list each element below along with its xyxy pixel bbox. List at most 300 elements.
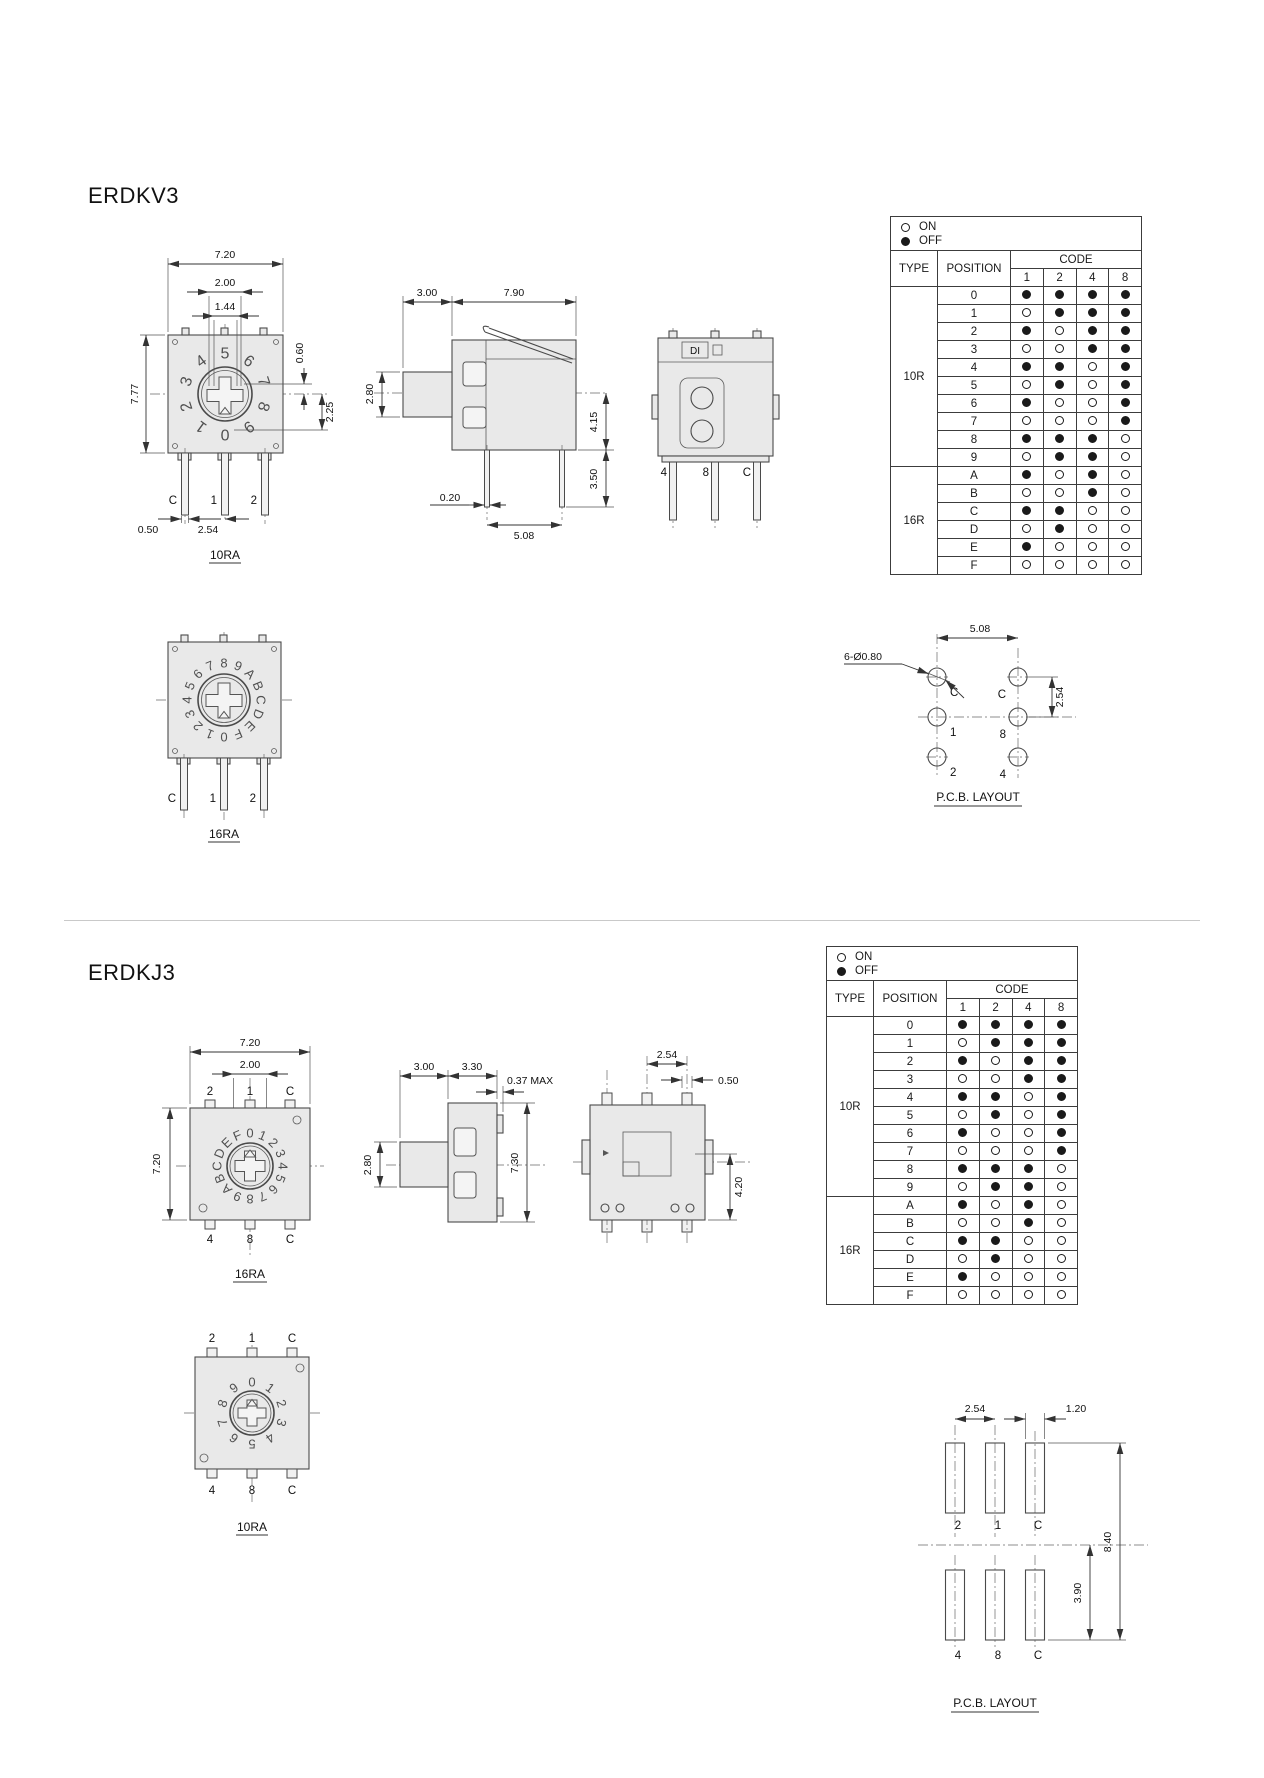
code-dot-off (1024, 1164, 1033, 1173)
dial-char: 1 (192, 416, 211, 436)
code-cell (1076, 539, 1109, 557)
pin-label: C (285, 1086, 295, 1098)
dial-char: C (253, 695, 269, 705)
hole-label: 1 (950, 727, 957, 739)
dial-char: 3 (177, 374, 197, 389)
code-table-erdkv3 (890, 216, 1142, 575)
code-cell (979, 1107, 1012, 1125)
dim-pad-pitch (955, 1403, 995, 1419)
code-dot-off (958, 1236, 967, 1245)
code-dot-on (1088, 560, 1097, 569)
code-cell (1109, 323, 1142, 341)
switch-body (403, 326, 576, 450)
on-symbol (837, 953, 846, 962)
code-cell (947, 1125, 980, 1143)
code-cell (1012, 1143, 1045, 1161)
code-cell (1045, 1035, 1078, 1053)
code-dot-on (1057, 1200, 1066, 1209)
position-cell: B (874, 1215, 947, 1233)
dial-char: 5 (272, 1172, 289, 1185)
position-cell: 2 (874, 1053, 947, 1071)
position-cell: 4 (874, 1089, 947, 1107)
code-dot-off (991, 1020, 1000, 1029)
position-cell: A (874, 1197, 947, 1215)
code-cell (947, 1269, 980, 1287)
code-dot-on (1055, 326, 1064, 335)
dim-label: 2.54 (656, 1049, 678, 1061)
code-cell (1045, 1251, 1078, 1269)
pin-label: 4 (660, 467, 667, 479)
dial-char: D (249, 706, 267, 722)
pin-label: C (285, 1234, 295, 1246)
code-dot-off (1024, 1182, 1033, 1191)
code-cell (1012, 1125, 1045, 1143)
dim-hole-pitch-y (1029, 677, 1066, 717)
code-cell (1109, 521, 1142, 539)
code-dot-on (1055, 398, 1064, 407)
pad-label: C (1033, 1520, 1043, 1532)
code-dot-off (958, 1200, 967, 1209)
code-dot-off (1057, 1146, 1066, 1155)
code-dot-on (1057, 1254, 1066, 1263)
code-dot-off (1055, 434, 1064, 443)
code-dot-on (1055, 344, 1064, 353)
marking-text: DI (690, 346, 700, 357)
dim-pad-pitch (647, 1049, 687, 1064)
code-cell (1109, 305, 1142, 323)
code-legend (890, 216, 1142, 250)
code-cell (947, 1107, 980, 1125)
code-cell (1012, 1233, 1045, 1251)
pin-label: C (287, 1333, 297, 1345)
code-dot-off (1055, 452, 1064, 461)
code-cell (1109, 413, 1142, 431)
dim-label: 2.54 (1054, 686, 1066, 708)
code-cell (1109, 287, 1142, 305)
code-cell (947, 1017, 980, 1035)
code-dot-off (1055, 290, 1064, 299)
code-dot-off (1088, 470, 1097, 479)
code-dot-on (1057, 1272, 1066, 1281)
dial-char: 9 (239, 416, 258, 436)
code-dot-off (1088, 308, 1097, 317)
pin-label: 2 (250, 495, 257, 507)
code-dot-on (1024, 1110, 1033, 1119)
dim-label: 2.00 (214, 277, 236, 289)
position-cell: 7 (938, 413, 1011, 431)
code-cell (1045, 1071, 1078, 1089)
code-dot-on (1022, 308, 1031, 317)
code-cell (1076, 413, 1109, 431)
code-cell (979, 1035, 1012, 1053)
dim-label: 7.20 (151, 1153, 163, 1175)
code-dot-on (1121, 524, 1130, 533)
code-table (826, 980, 1078, 1305)
code-dot-on (991, 1200, 1000, 1209)
position-cell: D (874, 1251, 947, 1269)
code-cell (1045, 1215, 1078, 1233)
code-cell (1012, 1035, 1045, 1053)
code-cell (1043, 413, 1076, 431)
code-dot-off (1057, 1056, 1066, 1065)
pin-label: C (287, 1485, 297, 1497)
code-dot-on (1057, 1236, 1066, 1245)
code-dot-off (1022, 542, 1031, 551)
code-dot-on (991, 1218, 1000, 1227)
dim-row-offset (1048, 1545, 1096, 1640)
v3-front-view-10ra (82, 222, 362, 574)
code-dot-on (1024, 1290, 1033, 1299)
pin-label: 8 (702, 467, 709, 479)
code-dot-on (1121, 560, 1130, 569)
code-cell (979, 1089, 1012, 1107)
dial-char: B (210, 1171, 229, 1186)
dial-char: F (230, 1127, 244, 1144)
dim-label: 0.60 (294, 342, 306, 364)
position-cell: C (874, 1233, 947, 1251)
code-cell (1043, 323, 1076, 341)
code-dot-off (1088, 434, 1097, 443)
code-dot-off (1121, 380, 1130, 389)
code-cell (1043, 287, 1076, 305)
code-cell (1011, 449, 1044, 467)
code-cell (1076, 305, 1109, 323)
on-symbol (901, 223, 910, 232)
j3-pcb-layout (880, 1385, 1180, 1730)
code-dot-on (1088, 380, 1097, 389)
legend-on (901, 221, 1131, 233)
code-cell (979, 1269, 1012, 1287)
code-cell (1011, 557, 1044, 575)
code-dot-on (1022, 380, 1031, 389)
dim-pin-thickness (430, 492, 506, 505)
code-cell (1109, 341, 1142, 359)
position-cell: E (938, 539, 1011, 557)
code-dot-off (1055, 362, 1064, 371)
dim-label: 0.50 (718, 1075, 739, 1087)
dial-char: 6 (265, 1181, 282, 1198)
code-dot-on (1121, 434, 1130, 443)
code-cell (947, 1035, 980, 1053)
top-pads (205, 1086, 295, 1109)
dial-char: E (218, 1134, 236, 1152)
code-dot-off (1024, 1020, 1033, 1029)
position-cell: 1 (938, 305, 1011, 323)
type-cell: 10R (891, 287, 938, 467)
header-code-col: 4 (1012, 999, 1045, 1017)
dial-char: 6 (239, 352, 258, 372)
code-cell (1012, 1197, 1045, 1215)
code-cell (1045, 1053, 1078, 1071)
code-dot-on (958, 1110, 967, 1119)
legend-off (837, 965, 1067, 977)
switch-body (652, 331, 779, 462)
leader-label: 6-Ø0.80 (844, 651, 882, 663)
legend-on (837, 951, 1067, 963)
code-dot-on (958, 1290, 967, 1299)
section-divider (64, 920, 1200, 921)
code-cell (1045, 1161, 1078, 1179)
code-cell (1012, 1179, 1045, 1197)
dial-char: 1 (203, 725, 217, 743)
header-code-col: 2 (1043, 269, 1076, 287)
pin-label: 2 (208, 1333, 216, 1345)
dial-char: 7 (253, 374, 273, 389)
code-cell (1011, 503, 1044, 521)
dial-char: A (241, 665, 259, 683)
type-cell: 10R (827, 1017, 874, 1197)
pad-label: 2 (954, 1520, 962, 1532)
pins (485, 445, 565, 520)
dim-pad-width (1004, 1403, 1086, 1439)
code-dot-off (958, 1020, 967, 1029)
dial-char: 2 (189, 718, 206, 735)
code-dot-off (1121, 326, 1130, 335)
code-dot-off (958, 1272, 967, 1281)
code-dot-off (1088, 452, 1097, 461)
code-cell (1011, 359, 1044, 377)
code-cell (1043, 305, 1076, 323)
dim-label: 2.54 (197, 524, 219, 536)
code-cell (947, 1215, 980, 1233)
position-cell: 4 (938, 359, 1011, 377)
code-cell (1076, 341, 1109, 359)
dial-char: D (210, 1146, 229, 1161)
code-cell (1045, 1269, 1078, 1287)
code-dot-off (1057, 1038, 1066, 1047)
code-cell (1043, 449, 1076, 467)
code-dot-on (1088, 362, 1097, 371)
pcb-title (951, 1696, 1039, 1712)
dim-label: 5.08 (513, 530, 535, 542)
code-cell (1043, 341, 1076, 359)
code-dot-on (1024, 1254, 1033, 1263)
dim-body-depth (452, 287, 576, 302)
position-cell: 5 (938, 377, 1011, 395)
code-dot-on (1022, 452, 1031, 461)
dial-char: E (241, 717, 259, 735)
code-dot-off (1121, 308, 1130, 317)
code-cell (1043, 359, 1076, 377)
code-cell (1076, 485, 1109, 503)
dim-pin-length (566, 450, 614, 507)
code-cell (1109, 503, 1142, 521)
code-cell (1043, 503, 1076, 521)
code-cell (979, 1215, 1012, 1233)
dim-label: 1.20 (1065, 1403, 1087, 1415)
dial-char: 0 (246, 1125, 254, 1141)
code-dot-on (1024, 1272, 1033, 1281)
header-code-col: 1 (947, 999, 980, 1017)
code-cell (1011, 431, 1044, 449)
code-cell (979, 1287, 1012, 1305)
code-cell (1076, 287, 1109, 305)
code-dot-off (958, 1128, 967, 1137)
dial-char: 4 (275, 1162, 291, 1170)
code-dot-on (1088, 524, 1097, 533)
code-dot-on (991, 1290, 1000, 1299)
code-dot-off (991, 1236, 1000, 1245)
code-dot-on (1121, 470, 1130, 479)
position-cell: 5 (874, 1107, 947, 1125)
dial-char: 7 (256, 1188, 269, 1205)
code-cell (947, 1179, 980, 1197)
code-dot-on (1022, 344, 1031, 353)
switch-body (582, 1105, 713, 1220)
code-cell (1012, 1269, 1045, 1287)
code-dot-on (1057, 1290, 1066, 1299)
position-cell: F (874, 1287, 947, 1305)
code-dot-on (991, 1128, 1000, 1137)
code-dot-on (1022, 560, 1031, 569)
view-label (208, 827, 240, 842)
dim-hole-pitch-x (937, 623, 1018, 638)
code-dot-on (958, 1218, 967, 1227)
header-code-col: 4 (1076, 269, 1109, 287)
view-label (236, 1520, 268, 1535)
code-cell (1012, 1017, 1045, 1035)
code-cell (1076, 323, 1109, 341)
code-cell (1045, 1089, 1078, 1107)
code-cell (1012, 1107, 1045, 1125)
dim-label: 8.40 (1102, 1531, 1114, 1553)
pin-label: 1 (210, 495, 217, 507)
code-cell (1109, 467, 1142, 485)
position-cell: 6 (938, 395, 1011, 413)
pins (177, 754, 270, 818)
dial-char: 2 (273, 1397, 290, 1410)
code-cell (1011, 341, 1044, 359)
code-dot-off (1022, 470, 1031, 479)
pad-label: 1 (994, 1520, 1002, 1532)
dim-body-height (151, 1108, 187, 1220)
code-dot-off (991, 1038, 1000, 1047)
pin-label: 8 (248, 1485, 256, 1497)
code-cell (1011, 287, 1044, 305)
pad-label: 8 (994, 1650, 1002, 1662)
dial-char: F (231, 725, 245, 743)
legend-on-label: ON (855, 951, 873, 963)
header-code-col: 2 (979, 999, 1012, 1017)
code-cell (1045, 1233, 1078, 1251)
position-cell: A (938, 467, 1011, 485)
code-cell (979, 1017, 1012, 1035)
code-cell (947, 1143, 980, 1161)
header-code-col: 1 (1011, 269, 1044, 287)
dim-label: 3.30 (461, 1061, 483, 1073)
code-dot-on (1121, 506, 1130, 515)
dial-char: 2 (177, 399, 197, 414)
code-cell (1045, 1287, 1078, 1305)
pin-label: 1 (246, 1086, 254, 1098)
code-dot-off (1057, 1110, 1066, 1119)
code-cell (1011, 467, 1044, 485)
code-cell (979, 1053, 1012, 1071)
code-dot-on (1024, 1146, 1033, 1155)
pcb-title-text: P.C.B. LAYOUT (953, 1696, 1037, 1710)
dim-label: 3.50 (588, 468, 600, 490)
position-cell: 0 (938, 287, 1011, 305)
code-cell (1012, 1071, 1045, 1089)
code-dot-off (1121, 290, 1130, 299)
code-dot-on (1024, 1128, 1033, 1137)
code-table (890, 250, 1142, 575)
code-row (827, 1197, 1078, 1215)
clip-hook (483, 326, 489, 332)
header-code: CODE (947, 981, 1078, 999)
code-cell (947, 1071, 980, 1089)
code-cell (979, 1179, 1012, 1197)
code-dot-on (958, 1182, 967, 1191)
pcb-title-text: P.C.B. LAYOUT (936, 790, 1020, 804)
code-dot-off (1022, 290, 1031, 299)
pin-label: 4 (206, 1234, 214, 1246)
code-row (827, 1017, 1078, 1035)
position-cell: 7 (874, 1143, 947, 1161)
code-dot-off (958, 1092, 967, 1101)
code-dot-off (1057, 1128, 1066, 1137)
legend-on-label: ON (919, 221, 937, 233)
header-code: CODE (1011, 251, 1142, 269)
dim-label: 7.30 (509, 1152, 521, 1174)
dim-body-width (168, 249, 283, 332)
dim-label: 2.00 (239, 1059, 261, 1071)
code-dot-on (991, 1146, 1000, 1155)
dim-label: 4.20 (733, 1176, 745, 1198)
code-cell (979, 1251, 1012, 1269)
code-cell (947, 1161, 980, 1179)
dim-label: 7.20 (214, 249, 236, 261)
section-title-erdkj3: ERDKJ3 (88, 960, 176, 985)
code-dot-on (991, 1272, 1000, 1281)
code-cell (1076, 503, 1109, 521)
dim-label: 7.90 (503, 287, 525, 299)
code-dot-on (991, 1056, 1000, 1065)
dim-shaft-height (364, 372, 400, 417)
code-cell (1109, 377, 1142, 395)
code-dot-on (1057, 1164, 1066, 1173)
code-cell (1045, 1107, 1078, 1125)
position-cell: 0 (874, 1017, 947, 1035)
code-cell (1109, 431, 1142, 449)
code-cell (1109, 359, 1142, 377)
dial-char: 3 (273, 1416, 290, 1429)
code-dot-off (1022, 506, 1031, 515)
code-cell (1109, 539, 1142, 557)
pin-label: C (742, 467, 751, 479)
section-title-erdkv3: ERDKV3 (88, 183, 180, 208)
code-cell (1043, 395, 1076, 413)
code-cell (1076, 557, 1109, 575)
code-cell (1043, 467, 1076, 485)
view-label-text: 10RA (209, 548, 241, 562)
pin-label: C (168, 495, 177, 507)
code-cell (1012, 1215, 1045, 1233)
code-cell (1012, 1161, 1045, 1179)
legend-off-label: OFF (855, 965, 878, 977)
dim-pin-pitch (189, 519, 250, 536)
position-cell: 8 (938, 431, 1011, 449)
header-type: TYPE (891, 251, 938, 287)
code-dot-off (1024, 1074, 1033, 1083)
position-cell: 1 (874, 1035, 947, 1053)
dial-char: 1 (256, 1127, 269, 1144)
dim-label: 3.00 (413, 1061, 435, 1073)
position-cell: E (874, 1269, 947, 1287)
dial-char: 8 (253, 399, 273, 414)
dim-label: 0.50 (137, 524, 159, 536)
code-cell (1043, 557, 1076, 575)
